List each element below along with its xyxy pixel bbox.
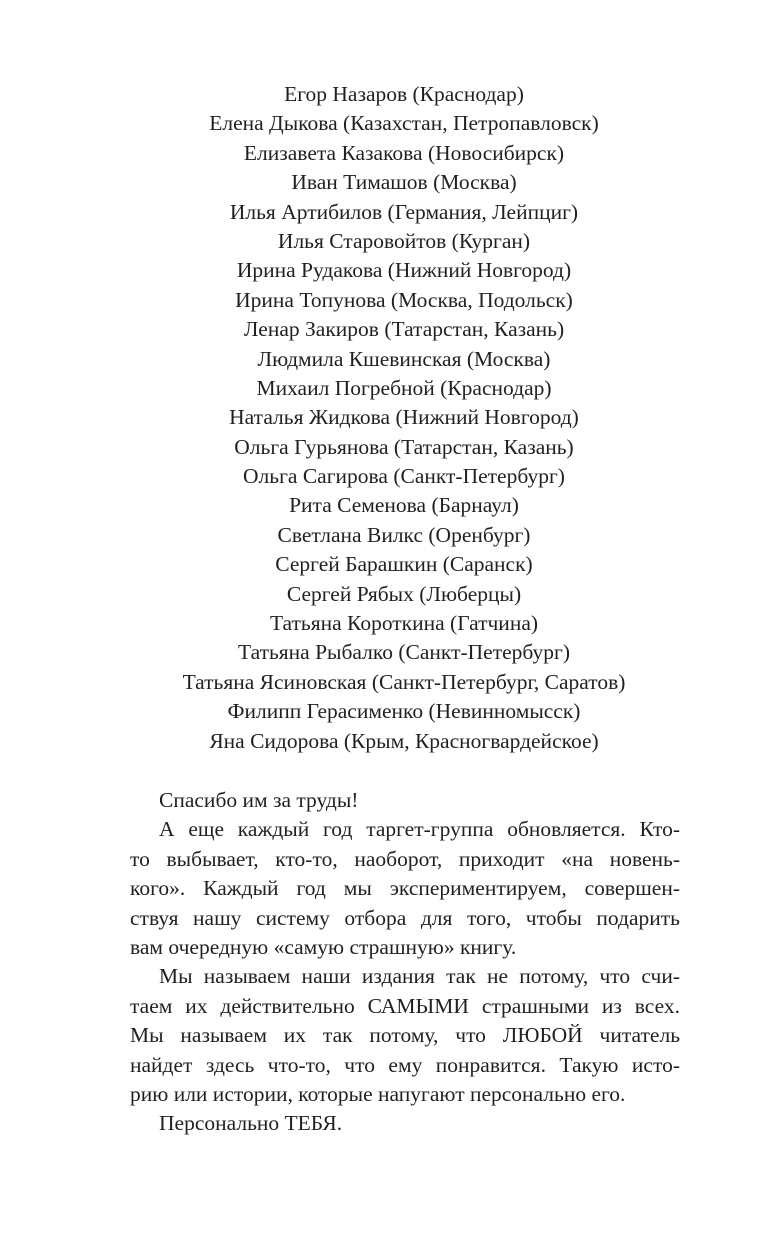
paragraph-line: А еще каждый год таргет-группа обновляется. Кто- — [159, 817, 680, 842]
contributor-name: Ольга Гурьянова (Татарстан, Казань) — [234, 434, 574, 459]
paragraph-line: Мы называем наши издания так не потому, что счи- — [159, 964, 680, 989]
paragraph-personally: Персонально ТЕБЯ. — [159, 1111, 343, 1136]
contributor-name: Иван Тимашов (Москва) — [291, 170, 517, 195]
contributor-name: Елена Дыкова (Казахстан, Петропавловск) — [209, 111, 599, 136]
contributor-name: Елизавета Казакова (Новосибирск) — [243, 140, 565, 165]
contributor-name: Егор Назаров (Краснодар) — [284, 82, 524, 106]
contributor-name: Татьяна Ясиновская (Санкт-Петербург, Саратов) — [182, 669, 626, 694]
paragraph-line: рию или истории, которые напугают персонально его. — [130, 1081, 626, 1106]
contributor-name: Михаил Погребной (Краснодар) — [256, 375, 552, 400]
contributor-name: Ольга Сагирова (Санкт-Петербург) — [243, 464, 565, 489]
contributor-name: Сергей Рябых (Люберцы) — [286, 581, 522, 606]
contributor-name: Ирина Рудакова (Нижний Новгород) — [236, 258, 572, 283]
paragraph-line: то выбывает, кто-то, наоборот, приходит «на новень- — [130, 846, 680, 871]
contributor-name: Светлана Вилкс (Оренбург) — [277, 522, 531, 547]
contributor-name: Илья Старовойтов (Курган) — [277, 228, 531, 253]
paragraph-line: Мы называем их так потому, что ЛЮБОЙ читатель — [130, 1023, 680, 1048]
paragraph-line: вам очередную «самую страшную» книгу. — [130, 934, 517, 959]
contributors-list — [0, 80, 768, 756]
contributor-name: Илья Артибилов (Германия, Лейпциг) — [229, 199, 579, 224]
contributor-name: Рита Семенова (Барнаул) — [289, 493, 519, 518]
paragraph-line: таем их действительно САМЫМИ страшными из всех. — [130, 993, 680, 1018]
contributor-name: Татьяна Рыбалко (Санкт-Петербург) — [237, 640, 570, 665]
contributor-name: Филипп Герасименко (Невинномысск) — [227, 699, 581, 724]
paragraph-line: ствуя нашу систему отбора для того, чтобы подарить — [130, 905, 680, 930]
contributor-name: Татьяна Короткина (Гатчина) — [269, 611, 539, 636]
body-text — [130, 786, 680, 1139]
contributor-name: Людмила Кшевинская (Москва) — [257, 346, 551, 371]
contributor-name: Яна Сидорова (Крым, Красногвардейское) — [209, 728, 599, 753]
contributor-name: Сергей Барашкин (Саранск) — [275, 552, 533, 577]
contributor-name: Наталья Жидкова (Нижний Новгород) — [229, 405, 579, 430]
contributor-name: Ирина Топунова (Москва, Подольск) — [235, 287, 573, 312]
paragraph-line: кого». Каждый год мы экспериментируем, совершен- — [130, 876, 680, 901]
paragraph-thanks: Спасибо им за труды! — [159, 788, 359, 812]
contributor-name: Ленар Закиров (Татарстан, Казань) — [243, 317, 565, 342]
paragraph-line: найдет здесь что-то, что ему понравится. Такую исто- — [130, 1052, 680, 1077]
